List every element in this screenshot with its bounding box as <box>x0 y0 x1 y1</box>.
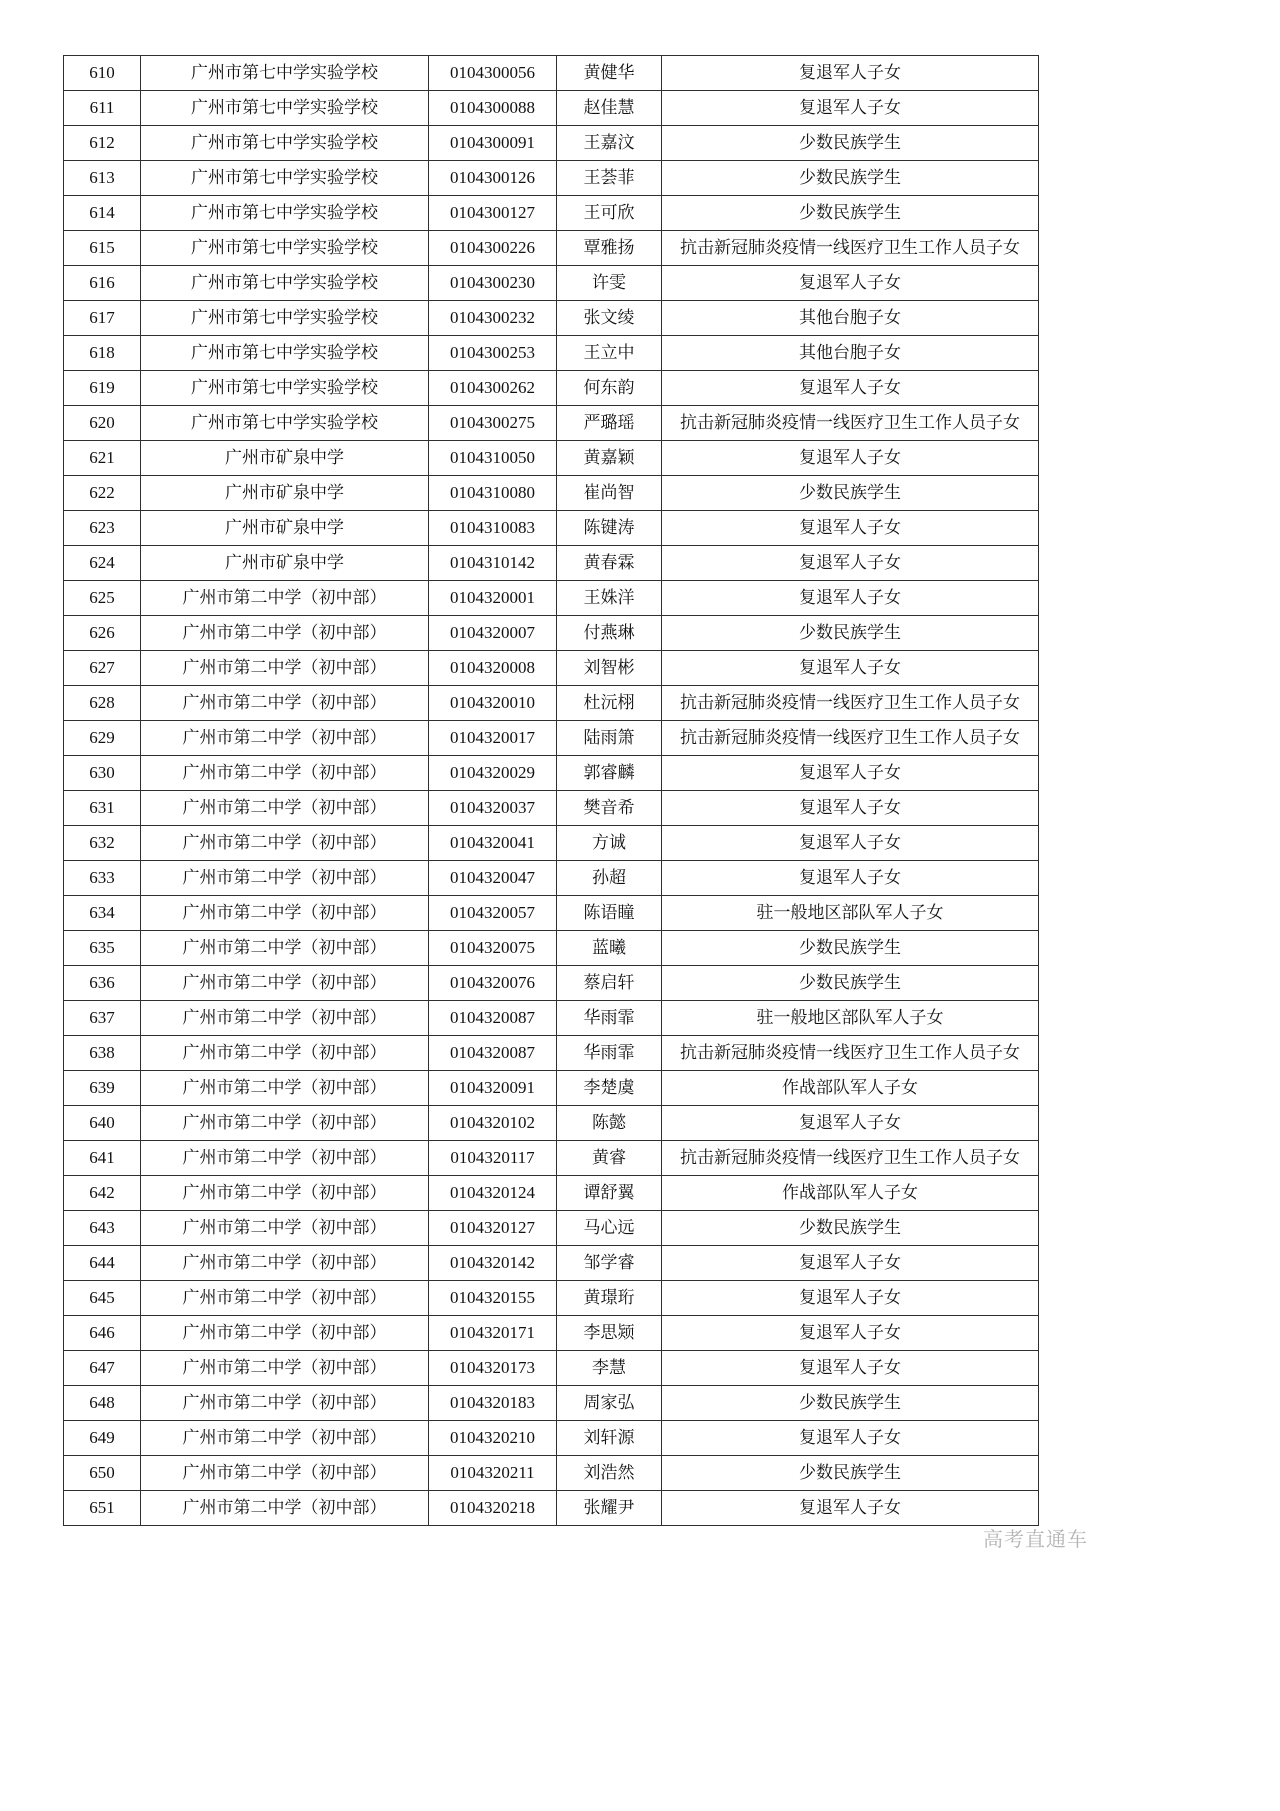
name-cell: 陈键涛 <box>557 511 662 546</box>
school-cell: 广州市矿泉中学 <box>141 476 429 511</box>
regno-cell: 0104320029 <box>429 756 557 791</box>
category-cell: 复退军人子女 <box>662 861 1039 896</box>
category-cell: 复退军人子女 <box>662 1316 1039 1351</box>
table-row <box>64 1456 1039 1491</box>
table-row <box>64 1281 1039 1316</box>
student-roster-table <box>63 55 1039 1526</box>
serial-cell: 613 <box>64 161 141 196</box>
serial-cell: 628 <box>64 686 141 721</box>
school-cell: 广州市第二中学（初中部） <box>141 1001 429 1036</box>
school-cell: 广州市第二中学（初中部） <box>141 931 429 966</box>
regno-cell: 0104300127 <box>429 196 557 231</box>
table-row <box>64 651 1039 686</box>
category-cell: 复退军人子女 <box>662 371 1039 406</box>
regno-cell: 0104320142 <box>429 1246 557 1281</box>
name-cell: 李思颎 <box>557 1316 662 1351</box>
serial-cell: 630 <box>64 756 141 791</box>
name-cell: 孙超 <box>557 861 662 896</box>
serial-cell: 617 <box>64 301 141 336</box>
category-cell: 少数民族学生 <box>662 161 1039 196</box>
school-cell: 广州市第七中学实验学校 <box>141 406 429 441</box>
name-cell: 刘智彬 <box>557 651 662 686</box>
category-cell: 作战部队军人子女 <box>662 1071 1039 1106</box>
serial-cell: 627 <box>64 651 141 686</box>
table-row <box>64 196 1039 231</box>
serial-cell: 632 <box>64 826 141 861</box>
category-cell: 抗击新冠肺炎疫情一线医疗卫生工作人员子女 <box>662 1141 1039 1176</box>
regno-cell: 0104320218 <box>429 1491 557 1526</box>
name-cell: 黄璟珩 <box>557 1281 662 1316</box>
serial-cell: 621 <box>64 441 141 476</box>
table-row <box>64 1246 1039 1281</box>
serial-cell: 631 <box>64 791 141 826</box>
category-cell: 复退军人子女 <box>662 1246 1039 1281</box>
table-row <box>64 476 1039 511</box>
regno-cell: 0104320041 <box>429 826 557 861</box>
serial-cell: 641 <box>64 1141 141 1176</box>
category-cell: 少数民族学生 <box>662 966 1039 1001</box>
category-cell: 复退军人子女 <box>662 56 1039 91</box>
regno-cell: 0104310083 <box>429 511 557 546</box>
table-row <box>64 826 1039 861</box>
name-cell: 陆雨箫 <box>557 721 662 756</box>
category-cell: 其他台胞子女 <box>662 336 1039 371</box>
name-cell: 王荟菲 <box>557 161 662 196</box>
name-cell: 黄嘉颖 <box>557 441 662 476</box>
regno-cell: 0104320102 <box>429 1106 557 1141</box>
name-cell: 许雯 <box>557 266 662 301</box>
school-cell: 广州市第二中学（初中部） <box>141 1316 429 1351</box>
table-row <box>64 126 1039 161</box>
serial-cell: 642 <box>64 1176 141 1211</box>
school-cell: 广州市第七中学实验学校 <box>141 161 429 196</box>
table-row <box>64 161 1039 196</box>
table-row <box>64 1351 1039 1386</box>
table-row <box>64 1106 1039 1141</box>
category-cell: 抗击新冠肺炎疫情一线医疗卫生工作人员子女 <box>662 406 1039 441</box>
regno-cell: 0104320087 <box>429 1036 557 1071</box>
name-cell: 陈懿 <box>557 1106 662 1141</box>
table-row <box>64 371 1039 406</box>
category-cell: 少数民族学生 <box>662 931 1039 966</box>
category-cell: 复退军人子女 <box>662 1106 1039 1141</box>
school-cell: 广州市第二中学（初中部） <box>141 1211 429 1246</box>
serial-cell: 634 <box>64 896 141 931</box>
regno-cell: 0104300262 <box>429 371 557 406</box>
table-row <box>64 966 1039 1001</box>
serial-cell: 644 <box>64 1246 141 1281</box>
school-cell: 广州市矿泉中学 <box>141 546 429 581</box>
name-cell: 邹学睿 <box>557 1246 662 1281</box>
category-cell: 复退军人子女 <box>662 791 1039 826</box>
category-cell: 少数民族学生 <box>662 1386 1039 1421</box>
school-cell: 广州市第二中学（初中部） <box>141 896 429 931</box>
category-cell: 少数民族学生 <box>662 196 1039 231</box>
name-cell: 覃雅扬 <box>557 231 662 266</box>
school-cell: 广州市第二中学（初中部） <box>141 1456 429 1491</box>
table-row <box>64 406 1039 441</box>
category-cell: 少数民族学生 <box>662 476 1039 511</box>
school-cell: 广州市第二中学（初中部） <box>141 756 429 791</box>
school-cell: 广州市第二中学（初中部） <box>141 1106 429 1141</box>
table-row <box>64 1491 1039 1526</box>
regno-cell: 0104320076 <box>429 966 557 1001</box>
serial-cell: 622 <box>64 476 141 511</box>
table-row <box>64 581 1039 616</box>
category-cell: 少数民族学生 <box>662 1456 1039 1491</box>
table-row <box>64 861 1039 896</box>
school-cell: 广州市第二中学（初中部） <box>141 791 429 826</box>
regno-cell: 0104320007 <box>429 616 557 651</box>
table-row <box>64 1071 1039 1106</box>
school-cell: 广州市第七中学实验学校 <box>141 231 429 266</box>
table-row <box>64 266 1039 301</box>
category-cell: 抗击新冠肺炎疫情一线医疗卫生工作人员子女 <box>662 686 1039 721</box>
school-cell: 广州市第二中学（初中部） <box>141 1176 429 1211</box>
serial-cell: 635 <box>64 931 141 966</box>
school-cell: 广州市第二中学（初中部） <box>141 1386 429 1421</box>
table-row <box>64 1141 1039 1176</box>
regno-cell: 0104300253 <box>429 336 557 371</box>
category-cell: 抗击新冠肺炎疫情一线医疗卫生工作人员子女 <box>662 231 1039 266</box>
regno-cell: 0104310050 <box>429 441 557 476</box>
category-cell: 作战部队军人子女 <box>662 1176 1039 1211</box>
name-cell: 黄健华 <box>557 56 662 91</box>
serial-cell: 611 <box>64 91 141 126</box>
category-cell: 复退军人子女 <box>662 651 1039 686</box>
table-row <box>64 511 1039 546</box>
roster-table-body <box>64 56 1039 1526</box>
school-cell: 广州市第二中学（初中部） <box>141 1351 429 1386</box>
regno-cell: 0104320010 <box>429 686 557 721</box>
regno-cell: 0104300230 <box>429 266 557 301</box>
name-cell: 王可欣 <box>557 196 662 231</box>
name-cell: 王姝洋 <box>557 581 662 616</box>
school-cell: 广州市第二中学（初中部） <box>141 1421 429 1456</box>
table-row <box>64 1001 1039 1036</box>
category-cell: 抗击新冠肺炎疫情一线医疗卫生工作人员子女 <box>662 721 1039 756</box>
regno-cell: 0104320124 <box>429 1176 557 1211</box>
school-cell: 广州市第二中学（初中部） <box>141 1281 429 1316</box>
school-cell: 广州市第七中学实验学校 <box>141 91 429 126</box>
name-cell: 刘浩然 <box>557 1456 662 1491</box>
table-row <box>64 336 1039 371</box>
school-cell: 广州市第二中学（初中部） <box>141 966 429 1001</box>
serial-cell: 612 <box>64 126 141 161</box>
serial-cell: 640 <box>64 1106 141 1141</box>
serial-cell: 614 <box>64 196 141 231</box>
school-cell: 广州市第七中学实验学校 <box>141 336 429 371</box>
category-cell: 抗击新冠肺炎疫情一线医疗卫生工作人员子女 <box>662 1036 1039 1071</box>
table-row <box>64 56 1039 91</box>
serial-cell: 633 <box>64 861 141 896</box>
name-cell: 周家弘 <box>557 1386 662 1421</box>
school-cell: 广州市第二中学（初中部） <box>141 721 429 756</box>
name-cell: 李慧 <box>557 1351 662 1386</box>
regno-cell: 0104300088 <box>429 91 557 126</box>
table-row <box>64 1211 1039 1246</box>
regno-cell: 0104300226 <box>429 231 557 266</box>
serial-cell: 619 <box>64 371 141 406</box>
regno-cell: 0104320047 <box>429 861 557 896</box>
name-cell: 王嘉汶 <box>557 126 662 161</box>
table-row <box>64 1421 1039 1456</box>
table-row <box>64 616 1039 651</box>
school-cell: 广州市第七中学实验学校 <box>141 196 429 231</box>
table-row <box>64 546 1039 581</box>
name-cell: 李楚虞 <box>557 1071 662 1106</box>
serial-cell: 616 <box>64 266 141 301</box>
school-cell: 广州市第二中学（初中部） <box>141 686 429 721</box>
table-row <box>64 1036 1039 1071</box>
name-cell: 黄睿 <box>557 1141 662 1176</box>
serial-cell: 620 <box>64 406 141 441</box>
category-cell: 少数民族学生 <box>662 1211 1039 1246</box>
category-cell: 复退军人子女 <box>662 1421 1039 1456</box>
serial-cell: 638 <box>64 1036 141 1071</box>
regno-cell: 0104310080 <box>429 476 557 511</box>
name-cell: 谭舒翼 <box>557 1176 662 1211</box>
school-cell: 广州市第二中学（初中部） <box>141 1141 429 1176</box>
regno-cell: 0104320037 <box>429 791 557 826</box>
category-cell: 复退军人子女 <box>662 826 1039 861</box>
school-cell: 广州市第二中学（初中部） <box>141 616 429 651</box>
table-row <box>64 721 1039 756</box>
serial-cell: 636 <box>64 966 141 1001</box>
name-cell: 方诚 <box>557 826 662 861</box>
regno-cell: 0104300126 <box>429 161 557 196</box>
serial-cell: 637 <box>64 1001 141 1036</box>
serial-cell: 626 <box>64 616 141 651</box>
regno-cell: 0104320087 <box>429 1001 557 1036</box>
school-cell: 广州市矿泉中学 <box>141 511 429 546</box>
name-cell: 蔡启轩 <box>557 966 662 1001</box>
category-cell: 复退军人子女 <box>662 511 1039 546</box>
table-row <box>64 791 1039 826</box>
serial-cell: 610 <box>64 56 141 91</box>
regno-cell: 0104300232 <box>429 301 557 336</box>
table-row <box>64 441 1039 476</box>
regno-cell: 0104320008 <box>429 651 557 686</box>
category-cell: 复退军人子女 <box>662 1351 1039 1386</box>
school-cell: 广州市第二中学（初中部） <box>141 1491 429 1526</box>
serial-cell: 629 <box>64 721 141 756</box>
regno-cell: 0104320091 <box>429 1071 557 1106</box>
table-row <box>64 756 1039 791</box>
regno-cell: 0104300056 <box>429 56 557 91</box>
school-cell: 广州市第七中学实验学校 <box>141 266 429 301</box>
regno-cell: 0104320057 <box>429 896 557 931</box>
school-cell: 广州市第二中学（初中部） <box>141 1246 429 1281</box>
name-cell: 蓝曦 <box>557 931 662 966</box>
serial-cell: 625 <box>64 581 141 616</box>
serial-cell: 618 <box>64 336 141 371</box>
name-cell: 华雨霏 <box>557 1036 662 1071</box>
regno-cell: 0104300091 <box>429 126 557 161</box>
school-cell: 广州市第二中学（初中部） <box>141 861 429 896</box>
regno-cell: 0104320211 <box>429 1456 557 1491</box>
school-cell: 广州市第七中学实验学校 <box>141 301 429 336</box>
category-cell: 复退军人子女 <box>662 546 1039 581</box>
table-row <box>64 686 1039 721</box>
name-cell: 郭睿麟 <box>557 756 662 791</box>
category-cell: 复退军人子女 <box>662 91 1039 126</box>
serial-cell: 639 <box>64 1071 141 1106</box>
name-cell: 马心远 <box>557 1211 662 1246</box>
category-cell: 少数民族学生 <box>662 126 1039 161</box>
regno-cell: 0104300275 <box>429 406 557 441</box>
serial-cell: 646 <box>64 1316 141 1351</box>
serial-cell: 624 <box>64 546 141 581</box>
table-row <box>64 896 1039 931</box>
serial-cell: 623 <box>64 511 141 546</box>
regno-cell: 0104320173 <box>429 1351 557 1386</box>
category-cell: 少数民族学生 <box>662 616 1039 651</box>
serial-cell: 643 <box>64 1211 141 1246</box>
name-cell: 崔尚智 <box>557 476 662 511</box>
table-row <box>64 1176 1039 1211</box>
regno-cell: 0104320017 <box>429 721 557 756</box>
school-cell: 广州市第二中学（初中部） <box>141 1071 429 1106</box>
regno-cell: 0104320075 <box>429 931 557 966</box>
name-cell: 付燕琳 <box>557 616 662 651</box>
name-cell: 张文绫 <box>557 301 662 336</box>
name-cell: 华雨霏 <box>557 1001 662 1036</box>
category-cell: 复退军人子女 <box>662 266 1039 301</box>
regno-cell: 0104320183 <box>429 1386 557 1421</box>
name-cell: 杜沅栩 <box>557 686 662 721</box>
name-cell: 赵佳慧 <box>557 91 662 126</box>
category-cell: 复退军人子女 <box>662 756 1039 791</box>
table-row <box>64 231 1039 266</box>
name-cell: 樊音希 <box>557 791 662 826</box>
table-row <box>64 91 1039 126</box>
category-cell: 复退军人子女 <box>662 441 1039 476</box>
regno-cell: 0104320210 <box>429 1421 557 1456</box>
name-cell: 刘轩源 <box>557 1421 662 1456</box>
name-cell: 陈语瞳 <box>557 896 662 931</box>
name-cell: 张耀尹 <box>557 1491 662 1526</box>
regno-cell: 0104320127 <box>429 1211 557 1246</box>
serial-cell: 615 <box>64 231 141 266</box>
table-row <box>64 1316 1039 1351</box>
category-cell: 复退军人子女 <box>662 1491 1039 1526</box>
school-cell: 广州市第二中学（初中部） <box>141 581 429 616</box>
category-cell: 复退军人子女 <box>662 581 1039 616</box>
school-cell: 广州市第二中学（初中部） <box>141 651 429 686</box>
school-cell: 广州市矿泉中学 <box>141 441 429 476</box>
table-row <box>64 301 1039 336</box>
serial-cell: 650 <box>64 1456 141 1491</box>
school-cell: 广州市第二中学（初中部） <box>141 826 429 861</box>
regno-cell: 0104320155 <box>429 1281 557 1316</box>
school-cell: 广州市第七中学实验学校 <box>141 126 429 161</box>
school-cell: 广州市第七中学实验学校 <box>141 371 429 406</box>
serial-cell: 651 <box>64 1491 141 1526</box>
serial-cell: 645 <box>64 1281 141 1316</box>
serial-cell: 647 <box>64 1351 141 1386</box>
table-row <box>64 931 1039 966</box>
category-cell: 复退军人子女 <box>662 1281 1039 1316</box>
name-cell: 严璐瑶 <box>557 406 662 441</box>
regno-cell: 0104310142 <box>429 546 557 581</box>
name-cell: 何东韵 <box>557 371 662 406</box>
name-cell: 黄春霖 <box>557 546 662 581</box>
watermark-text: 高考直通车 <box>983 1529 1088 1551</box>
category-cell: 驻一般地区部队军人子女 <box>662 896 1039 931</box>
category-cell: 驻一般地区部队军人子女 <box>662 1001 1039 1036</box>
serial-cell: 648 <box>64 1386 141 1421</box>
table-row <box>64 1386 1039 1421</box>
category-cell: 其他台胞子女 <box>662 301 1039 336</box>
regno-cell: 0104320117 <box>429 1141 557 1176</box>
school-cell: 广州市第二中学（初中部） <box>141 1036 429 1071</box>
school-cell: 广州市第七中学实验学校 <box>141 56 429 91</box>
name-cell: 王立中 <box>557 336 662 371</box>
regno-cell: 0104320171 <box>429 1316 557 1351</box>
serial-cell: 649 <box>64 1421 141 1456</box>
regno-cell: 0104320001 <box>429 581 557 616</box>
